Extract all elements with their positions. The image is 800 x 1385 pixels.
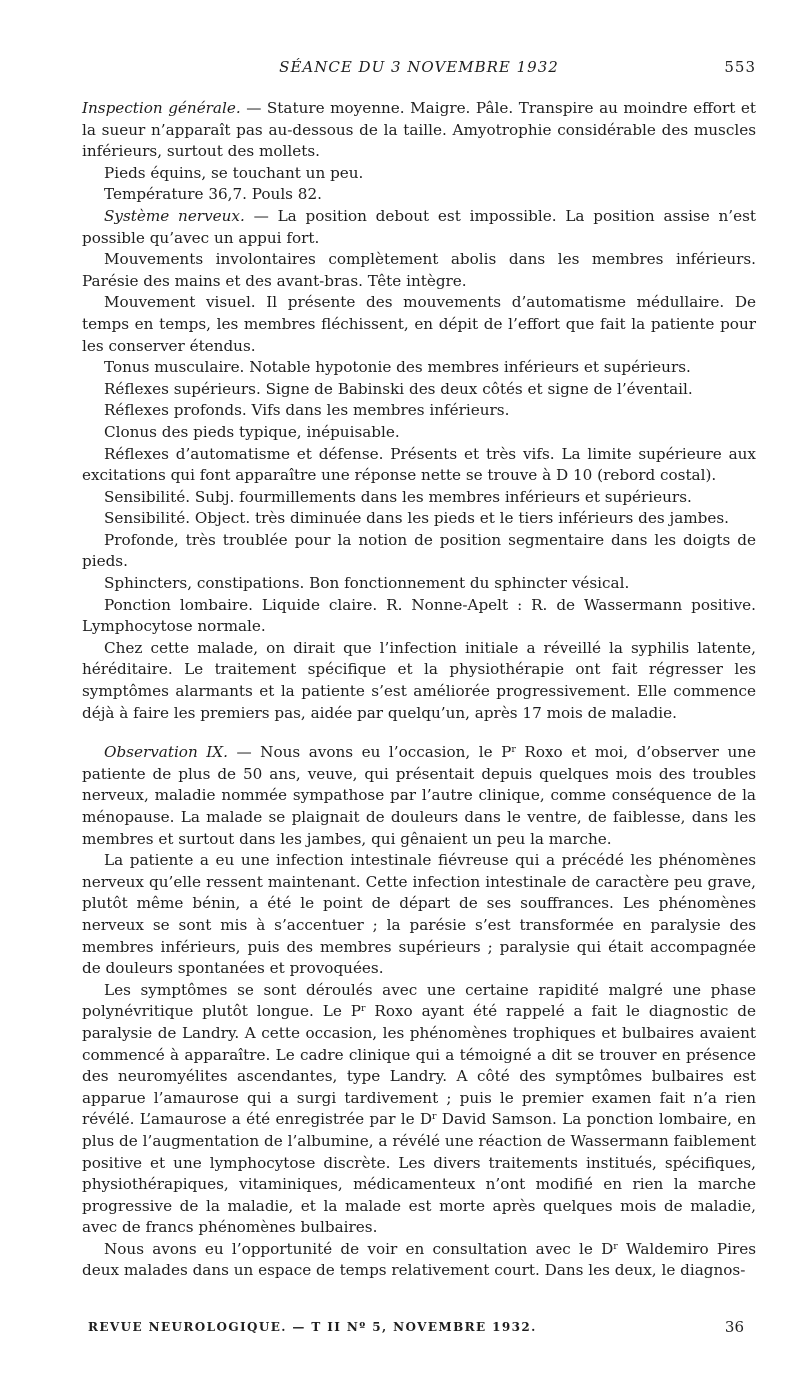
paragraph: Réflexes profonds. Vifs dans les membres inférieurs.: [104, 401, 510, 420]
paragraph: Sensibilité. Object. très diminuée dans les pieds et le tiers inférieurs des jambes.: [104, 509, 730, 528]
paragraph: Profonde, très troublée pour la notion de position segmentaire dans les doigts de pieds.: [82, 530, 756, 571]
superscript: r: [360, 1003, 366, 1015]
observation-paragraph-1: [82, 742, 756, 850]
paragraph-text: Roxo et moi, d’observer une patiente de plus de 50 ans, veuve, qui présentait depuis quelques mois des troubles nerveux, maladie nommée sympathose par l’autre clinique, comme conséquence de la ménopause. La malade se plaignait de douleurs dans le ventre, de faiblesse, dans les membres et surtout dans les jambes, qui gênaient un peu la marche.: [82, 743, 757, 848]
paragraph: Tonus musculaire. Notable hypotonie des membres inférieurs et supérieurs.: [104, 358, 691, 377]
paragraph: Réflexes d’automatisme et défense. Présents et très vifs. La limite supérieure aux excitations qui font apparaître une réponse nette se trouve à D 10 (rebord costal).: [82, 444, 756, 485]
section-gap: [82, 724, 756, 742]
paragraph-lead: Inspection générale.: [82, 99, 241, 117]
paragraph: Réflexes supérieurs. Signe de Babinski des deux côtés et signe de l’éventail.: [104, 379, 693, 398]
paragraph-text: Roxo ayant été rappelé a fait le diagnostic de paralysie de Landry. A cette occasion, les phénomènes trophiques et bulbaires avaient commencé à apparaître. Le cadre clinique qui a témoigné a dit se trouver en présence des neuromyélites ascendantes, type Landry. A côté des symptômes bulbaires est apparue l’amaurose qui a surgi tardivement ; puis le premier examen fait n’a rien révélé. L’amaurose a été enregistrée par le D: [82, 1002, 756, 1129]
observation-heading: Observation IX.: [104, 743, 228, 762]
journal-reference: REVUE NEUROLOGIQUE. — T II Nº 5, NOVEMBRE 1932.: [88, 1320, 537, 1334]
article-body: [82, 98, 756, 1282]
paragraph-text: David Samson. La ponction lombaire, en plus de l’augmentation de l’albumine, a révélé une réaction de Wassermann faiblement positive et une lymphocytose discrète. Les divers traitements institués, spécifiques, physiothérapiques, vitaminiques, médicamenteux n’ont modifié en rien la marche progressive de la maladie, et la malade est morte après quelques mois de maladie, avec de francs phénomènes bulbaires.: [82, 1110, 756, 1237]
paragraph-text: — Nous avons eu l’occasion, le P: [227, 743, 512, 762]
paragraph: Sensibilité. Subj. fourmillements dans les membres inférieurs et supérieurs.: [104, 487, 692, 506]
paragraph-text: Nous avons eu l’opportunité de voir en consultation avec le D: [104, 1239, 614, 1258]
paragraph: Sphincters, constipations. Bon fonctionnement du sphincter vésical.: [104, 574, 630, 593]
signature-number: 36: [724, 1318, 744, 1336]
running-head: [82, 58, 756, 78]
paragraph: Ponction lombaire. Liquide claire. R. Nonne-Apelt : R. de Wassermann positive. Lymphocytose normale.: [82, 595, 756, 636]
paragraph-text: Les symptômes se sont déroulés avec une certaine rapidité malgré une phase polynévritique plutôt longue. Le P: [82, 980, 756, 1021]
superscript: r: [511, 744, 516, 756]
observation-paragraph-4: [82, 1239, 756, 1282]
superscript: r: [613, 1240, 618, 1252]
paragraph-lead: Système nerveux.: [104, 206, 245, 225]
paragraph: Chez cette malade, on dirait que l’infection initiale a réveillé la syphilis latente, héréditaire. Le traitement spécifique et la physiothérapie ont fait régresser les symptômes alarmants et la patiente s’est améliorée progressivement. Elle commence déjà à faire les premiers pas, aidée par quelqu’un, après 17 mois de maladie.: [82, 638, 756, 722]
paragraph: Mouvement visuel. Il présente des mouvements d’automatisme médullaire. De temps en temps, les membres fléchissent, en dépit de l’effort que fait la patiente pour les conserver étendus.: [82, 293, 756, 355]
paragraph: Pieds équins, se touchant un peu.: [104, 163, 364, 182]
paragraph: Mouvements involontaires complètement abolis dans les membres inférieurs. Parésie des mains et des avant-bras. Tête intègre.: [82, 250, 756, 290]
paragraph-inspection: [82, 98, 756, 163]
paragraph-systeme-nerveux: [82, 206, 756, 249]
page-number: 553: [724, 58, 756, 76]
paragraph-text: — Stature moyenne. Maigre. Pâle. Transpire au moindre effort et la sueur n’apparaît pas au-dessous de la taille. Amyotrophie considérable des muscles inférieurs, surtout des mollets.: [82, 99, 756, 161]
running-head-title: SÉANCE DU 3 NOVEMBRE 1932: [279, 58, 559, 76]
paragraph: Clonus des pieds typique, inépuisable.: [104, 422, 400, 441]
paragraph-text: Waldemiro Pires deux malades dans un espace de temps relativement court. Dans les deux, le diagnos-: [82, 1239, 756, 1280]
superscript: r: [432, 1111, 437, 1123]
observation-paragraph-3: [82, 980, 756, 1239]
paragraph-text: — La position debout est impossible. La position assise n’est possible qu’avec un appui fort.: [82, 206, 757, 247]
observation-paragraph-2: La patiente a eu une infection intestinale fiévreuse qui a précédé les phénomènes nerveux qu’elle ressent maintenant. Cette infection intestinale de caractère peu grave, plutôt même bénin, a été le point de départ de ses souffrances. Les phénomènes nerveux se sont mis à s’accentuer ; la parésie s’est transformée en paralysie des membres inférieurs, puis des membres supérieurs ; paralysie qui était accompagnée de douleurs spontanées et provoquées.: [82, 851, 756, 978]
page-footer: [88, 1318, 744, 1338]
paragraph: Température 36,7. Pouls 82.: [104, 185, 322, 204]
